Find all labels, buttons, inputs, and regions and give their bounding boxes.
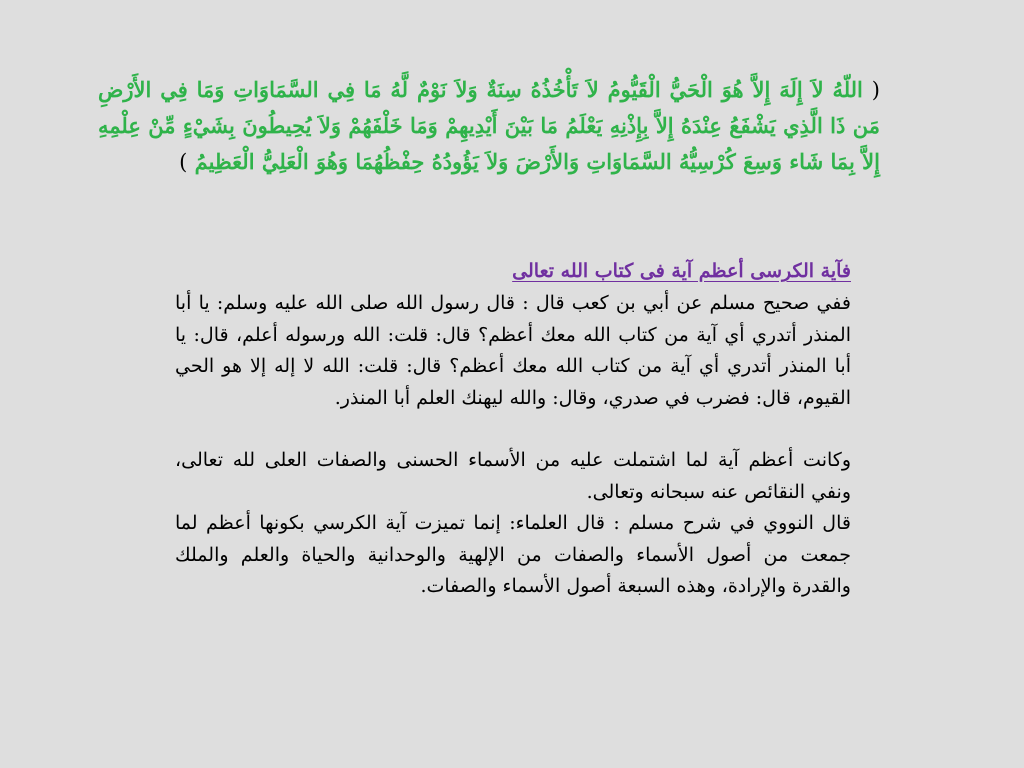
hadith-paragraph: ففي صحيح مسلم عن أبي بن كعب قال : قال رسول الله صلى الله عليه وسلم: يا أبا المنذر أتدري أي آية من كتاب الله معك أعظم؟ قال: قلت: الله ورسوله أعلم، قال: يا أبا المنذر أتدري أي آية من كتاب الله معك أعظم؟ قال: قلت: الله لا إله إلا هو الحي القيوم، قال: فضرب في صدري، وقال: والله ليهنك العلم أبا المنذر. <box>175 292 851 409</box>
verse-close-paren: ) <box>179 150 188 174</box>
verse-text: اللّهُ لاَ إِلَهَ إِلاَّ هُوَ الْحَيُّ الْقَيُّومُ لاَ تَأْخُذُهُ سِنَةٌ وَلاَ نَوْمٌ لَّهُ مَا فِي السَّمَاوَاتِ وَمَا فِي الأَرْضِ مَن ذَا الَّذِي يَشْفَعُ عِنْدَهُ إِلاَّ بِإِذْنِهِ يَعْلَمُ مَا بَيْنَ أَيْدِيهِمْ وَمَا خَلْفَهُمْ وَلاَ يُحِيطُونَ بِشَيْءٍ مِّنْ عِلْمِهِ إِلاَّ بِمَا شَاء وَسِعَ كُرْسِيُّهُ السَّمَاوَاتِ وَالأَرْضَ وَلاَ يَؤُودُهُ حِفْظُهُمَا وَهُوَ الْعَلِيُّ الْعَظِيمُ <box>98 77 880 174</box>
section-heading: فآية الكرسى أعظم آية فى كتاب الله تعالى <box>512 260 851 282</box>
paragraph-spacer <box>175 414 851 445</box>
ayat-al-kursi-verse <box>98 72 880 180</box>
nawawi-paragraph: قال النووي في شرح مسلم : قال العلماء: إنما تميزت آية الكرسي بكونها أعظم لما جمعت من أصول الأسماء والصفات من الإلهية والوحدانية والحياة والعلم والملك والقدرة والإرادة، وهذه السبعة أصول الأسماء والصفات. <box>175 512 851 597</box>
verse-open-paren: ( <box>871 78 880 102</box>
reason-paragraph: وكانت أعظم آية لما اشتملت عليه من الأسماء الحسنى والصفات العلى لله تعالى، ونفي النقائص عنه سبحانه وتعالى. <box>175 449 851 503</box>
commentary-block <box>175 254 851 603</box>
